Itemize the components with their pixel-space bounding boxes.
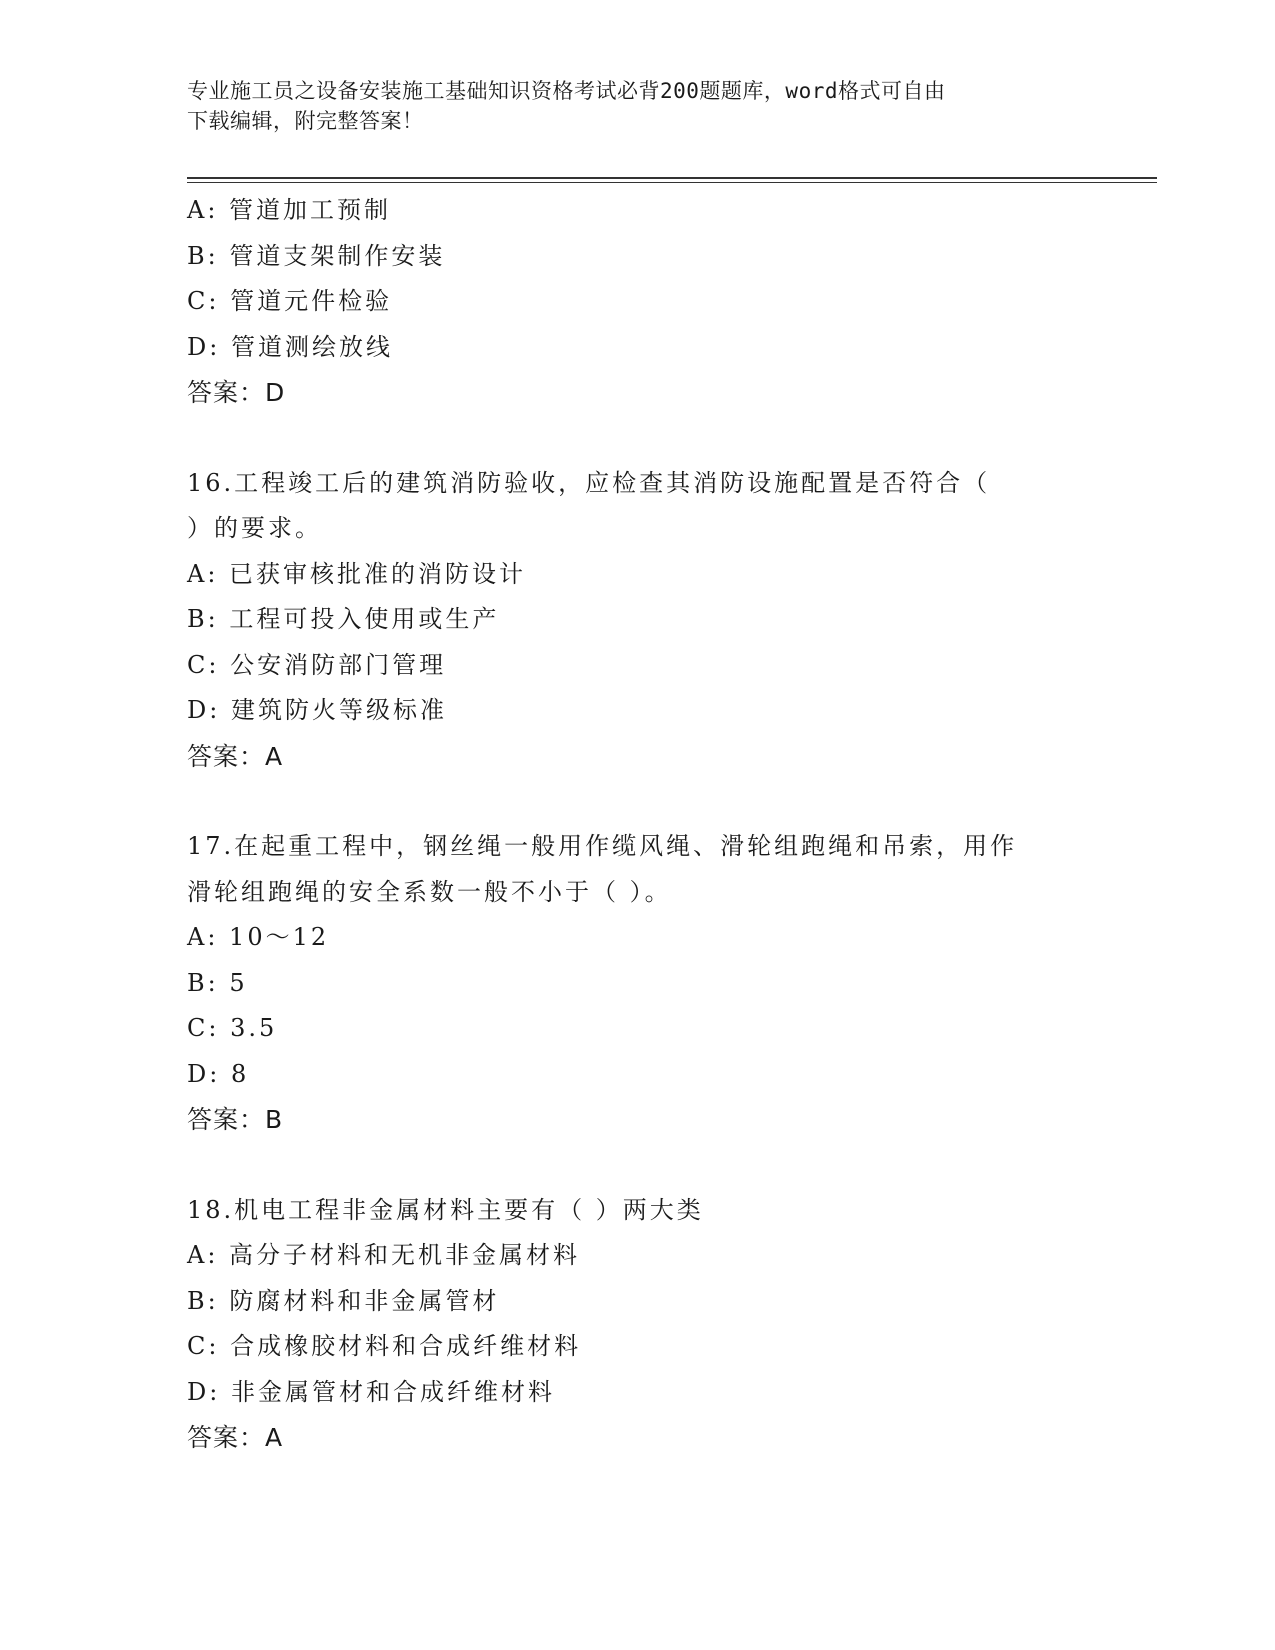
option-b: B: 防腐材料和非金属管材 (187, 1286, 500, 1315)
option-c: C: 合成橡胶材料和合成纤维材料 (187, 1332, 582, 1360)
option-b: B: 管道支架制作安装 (187, 241, 446, 270)
question-18 (187, 1188, 1147, 1461)
question-17 (187, 824, 1147, 1143)
option-a: A: 高分子材料和无机非金属材料 (187, 1241, 581, 1269)
option-b: B: 工程可投入使用或生产 (187, 605, 500, 633)
document-header (187, 76, 1087, 136)
option-c: C: 3.5 (187, 1014, 278, 1042)
answer: 答案：D (187, 378, 286, 407)
question-stem-cont: 滑轮组跑绳的安全系数一般不小于（ ）。 (187, 877, 672, 906)
option-d: D: 非金属管材和合成纤维材料 (187, 1377, 555, 1406)
option-a: A: 管道加工预制 (187, 196, 392, 224)
question-15 (187, 188, 1147, 416)
option-c: C: 公安消防部门管理 (187, 650, 447, 679)
option-b: B: 5 (187, 968, 248, 997)
question-stem: 17.在起重工程中，钢丝绳一般用作缆风绳、滑轮组跑绳和吊索，用作 (187, 832, 1018, 860)
question-stem: 16.工程竣工后的建筑消防验收，应检查其消防设施配置是否符合（ (187, 468, 991, 497)
option-d: D: 8 (187, 1059, 250, 1088)
option-d: D: 建筑防火等级标准 (187, 696, 447, 724)
option-a: A: 10～12 (187, 923, 330, 951)
answer: 答案：A (187, 1423, 284, 1452)
answer: 答案：B (187, 1105, 284, 1134)
answer: 答案：A (187, 741, 284, 771)
option-c: C: 管道元件检验 (187, 287, 393, 315)
header-line-2: 下载编辑，附完整答案！ (187, 109, 424, 133)
header-line-1: 专业施工员之设备安装施工基础知识资格考试必背200题题库，word格式可自由 (187, 79, 946, 103)
option-a: A: 已获审核批准的消防设计 (187, 559, 527, 588)
question-list (187, 188, 1147, 1461)
header-divider-thick (187, 177, 1157, 179)
question-16 (187, 461, 1147, 780)
question-stem: 18.机电工程非金属材料主要有（ ）两大类 (187, 1195, 704, 1224)
question-stem-cont: ）的要求。 (187, 514, 322, 542)
header-divider-thin (187, 182, 1157, 183)
option-d: D: 管道测绘放线 (187, 332, 393, 361)
